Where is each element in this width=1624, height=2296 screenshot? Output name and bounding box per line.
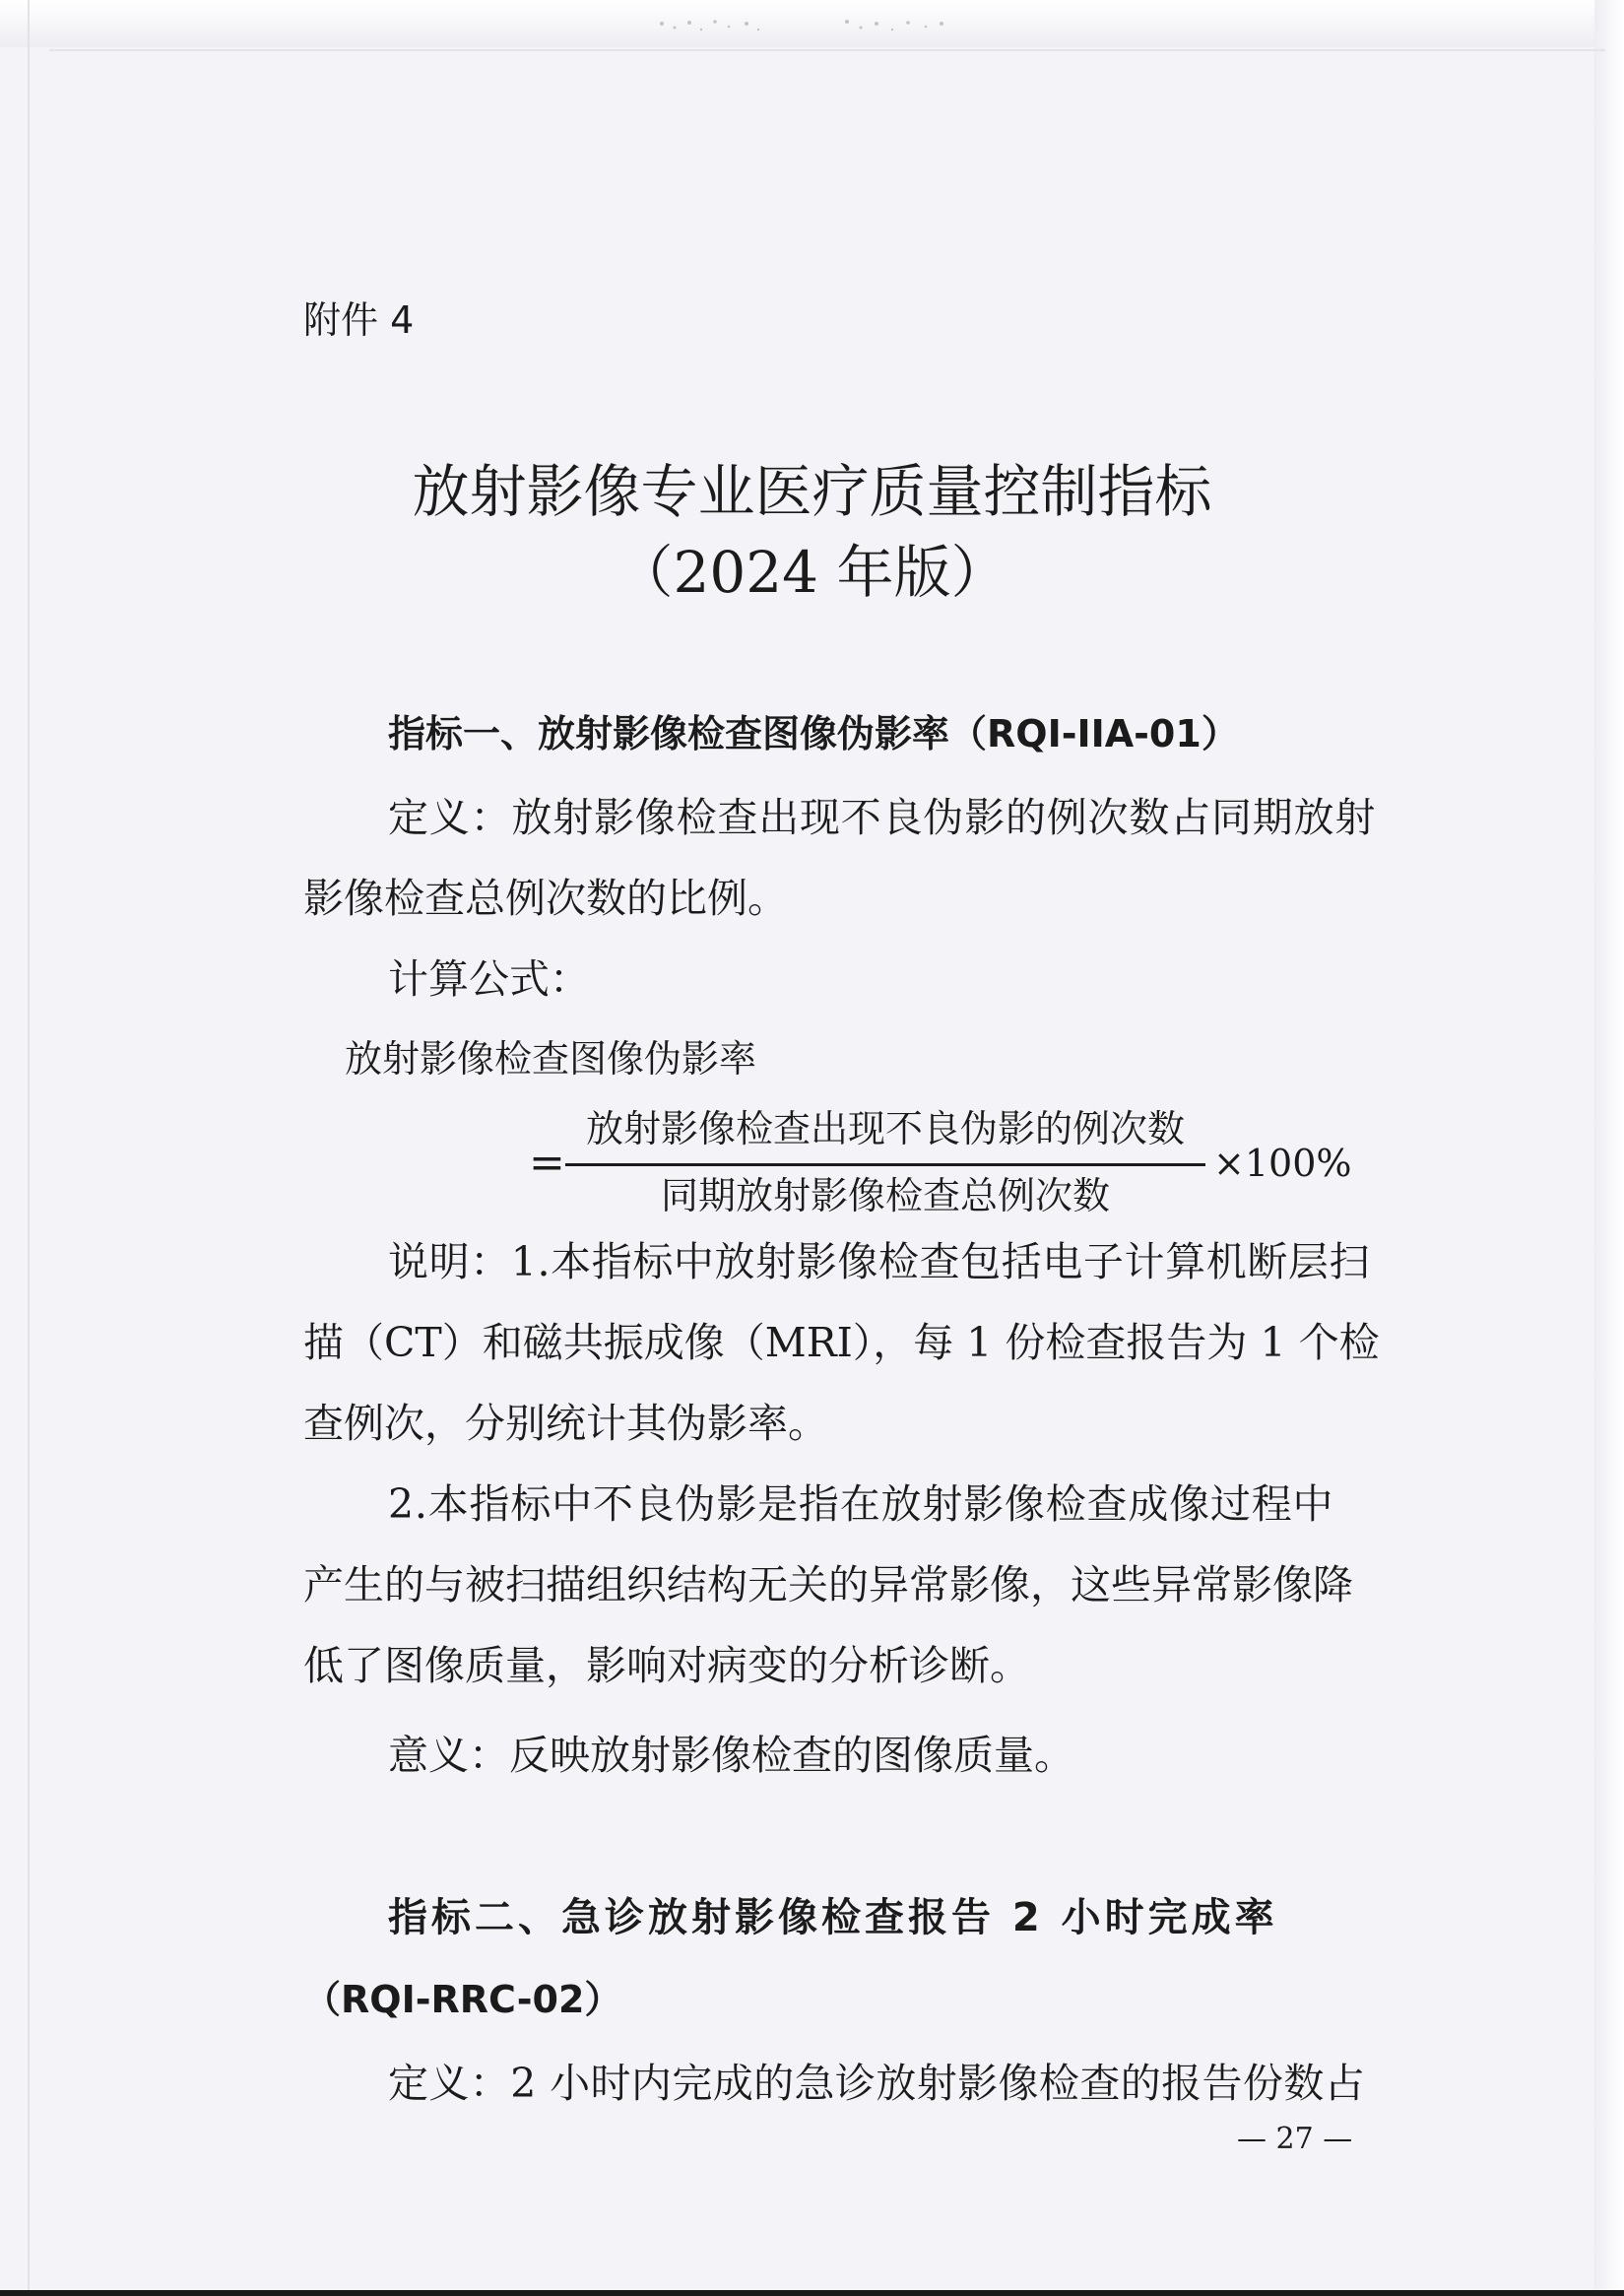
scan-bottom-line [0,2290,1624,2296]
indicator1-definition-line: 定义：放射影像检查出现不良伪影的例次数占同期放射 [388,794,1377,841]
formula-name: 放射影像检查图像伪影率 [345,1037,757,1081]
fraction-bar [565,1163,1205,1166]
indicator1-note-line: 低了图像质量，影响对病变的分析诊断。 [303,1642,1030,1689]
attachment-label: 附件 4 [303,298,415,342]
scan-right-edge [1594,0,1624,2296]
indicator2-heading: 指标二、急诊放射影像检查报告 2 小时完成率 [388,1895,1278,1940]
indicator2-heading-code: （RQI-RRC-02） [303,1978,622,2021]
indicator1-note-line: 产生的与被扫描组织结构无关的异常影像，这些异常影像降 [303,1561,1353,1608]
scan-noise [650,12,965,37]
page-number: — 27 — [1237,2122,1353,2156]
formula-title: 计算公式： [388,955,590,1003]
document-title-edition: （2024 年版） [616,539,1008,606]
indicator1-heading: 指标一、放射影像检查图像伪影率（RQI-IIA-01） [388,712,1239,755]
indicator2-definition-line: 定义：2 小时内完成的急诊放射影像检查的报告份数占 [388,2060,1366,2107]
indicator1-note-line: 说明：1.本指标中放射影像检查包括电子计算机断层扫 [388,1238,1371,1285]
indicator1-note-line: 查例次，分别统计其伪影率。 [303,1400,828,1447]
document-title: 放射影像专业医疗质量控制指标 [412,458,1212,525]
indicator1-note-line: 描（CT）和磁共振成像（MRI），每 1 份检查报告为 1 个检 [303,1319,1380,1366]
formula-denominator: 同期放射影像检查总例次数 [660,1174,1110,1217]
scan-top-line [49,49,1605,51]
scan-left-line [28,0,30,2296]
indicator1-note-line: 2.本指标中不良伪影是指在放射影像检查成像过程中 [388,1480,1334,1528]
formula-numerator: 放射影像检查出现不良伪影的例次数 [585,1107,1185,1150]
formula-equals: = [529,1138,565,1188]
formula-multiplier: ×100% [1213,1142,1352,1185]
indicator1-significance: 意义：反映放射影像检查的图像质量。 [388,1732,1074,1779]
indicator1-definition-line: 影像检查总例次数的比例。 [303,875,788,922]
